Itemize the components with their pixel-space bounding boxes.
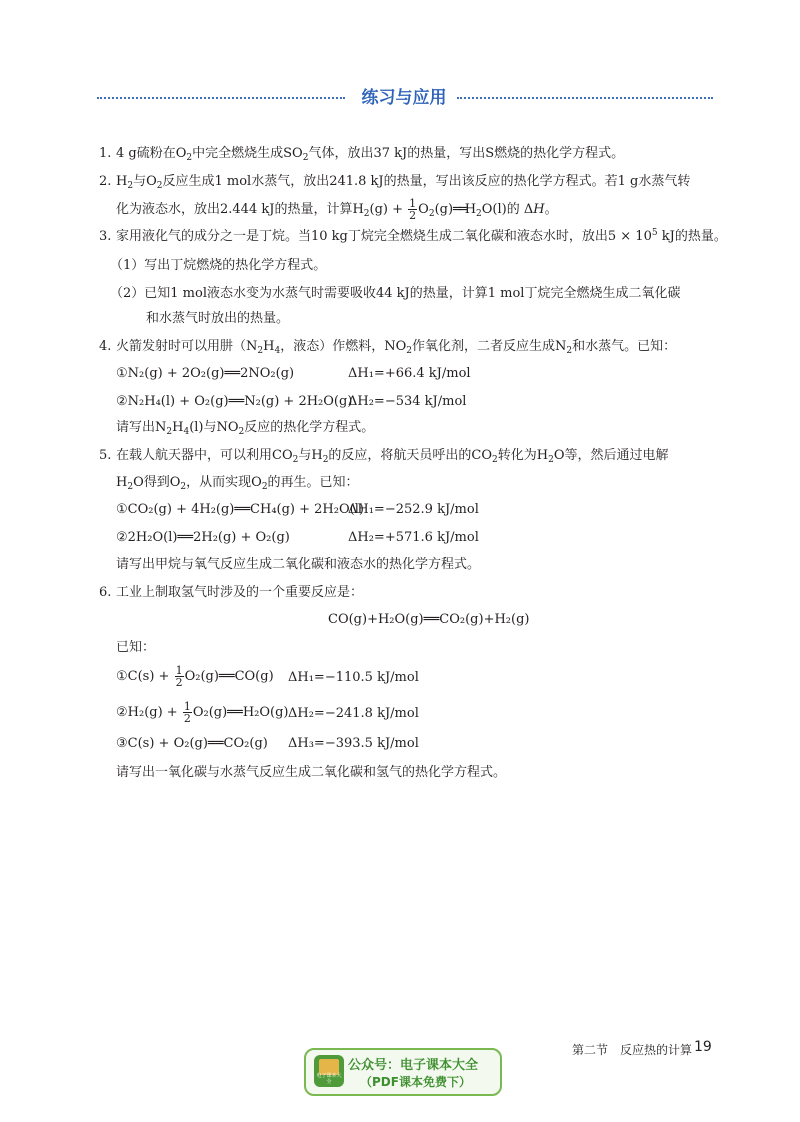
book-logo-icon: 电子课本大全 xyxy=(314,1055,344,1087)
problem-5-number: 5. xyxy=(99,448,112,463)
section-title: 练习与应用 xyxy=(361,88,447,108)
dotted-rule-left xyxy=(97,97,345,99)
problem-4-question: 请写出$N_2H_4(l)$与$NO_2$反应的热化学方程式。 xyxy=(116,420,375,437)
problem-5-line-2: $H_2O$得到$O_2$，从而实现$O_2$的再生。已知： xyxy=(116,475,359,492)
problem-5-enthalpy-2: ΔH₂=+571.6 kJ/mol xyxy=(348,530,479,545)
problem-5-enthalpy-1: ΔH₁=−252.9 kJ/mol xyxy=(348,502,479,517)
fraction-one-half: $\frac{1}{2}$ xyxy=(183,700,191,725)
problem-2-number: 2. xyxy=(99,174,112,189)
problem-6-equation-2: ②H₂(g) + $\frac{1}{2}$ O₂(g)══H₂O(g) xyxy=(116,700,289,725)
problem-2-line-1: $H_2$与$O_2$反应生成1 mol水蒸气，放出241.8 kJ的热量，写出该反应的热化学方程式。若1 g水蒸气转 xyxy=(116,174,691,191)
problem-5-equation-2: ②2H₂O(l)══2H₂(g) + O₂(g) xyxy=(116,530,290,545)
problem-6-question: 请写出一氧化碳与水蒸气反应生成二氧化碳和氢气的热化学方程式。 xyxy=(116,765,507,780)
problem-3-line-1: 家用液化气的成分之一是丁烷。当10 kg丁烷完全燃烧生成二氧化碳和液态水时，放出$5 \times 10^5$ kJ的热量。 xyxy=(116,228,727,244)
problem-5-question: 请写出甲烷与氧气反应生成二氧化碳和液态水的热化学方程式。 xyxy=(116,557,481,572)
page-number: 19 xyxy=(694,1039,712,1055)
problem-5-equation-1: ①CO₂(g) + 4H₂(g)══CH₄(g) + 2H₂O(l) xyxy=(116,502,364,517)
problem-6-intro: 工业上制取氢气时涉及的一个重要反应是： xyxy=(116,585,364,600)
problem-4-enthalpy-1: ΔH₁=+66.4 kJ/mol xyxy=(348,366,471,381)
problem-4-number: 4. xyxy=(99,339,112,354)
problem-4-equation-2: ②N₂H₄(l) + O₂(g)══N₂(g) + 2H₂O(g) xyxy=(116,394,353,409)
problem-3-sub-2-line-2: 和水蒸气时放出的热量。 xyxy=(146,311,290,326)
problem-3-sub-2-line-1: （2）已知1 mol液态水变为水蒸气时需要吸收44 kJ的热量，计算1 mol丁烷完全燃烧生成二氧化碳 xyxy=(110,286,681,301)
problem-5-line-1: 在载人航天器中，可以利用$CO_2$与$H_2$的反应，将航天员呼出的$CO_2$转化为$H_2O$等，然后通过电解 xyxy=(116,448,669,465)
problem-6-enthalpy-3: ΔH₃=−393.5 kJ/mol xyxy=(288,736,419,751)
problem-4-intro: 火箭发射时可以用肼（$N_2H_4$，液态）作燃料，$NO_2$作氧化剂，二者反应生成$N_2$和水蒸气。已知： xyxy=(116,339,677,356)
problem-6-enthalpy-1: ΔH₁=−110.5 kJ/mol xyxy=(288,670,419,685)
problem-6-number: 6. xyxy=(99,585,112,600)
fraction-one-half: $\frac{1}{2}$ xyxy=(175,664,183,689)
watermark-badge xyxy=(304,1048,502,1096)
watermark-line-1: 公众号：电子课本大全 xyxy=(348,1058,479,1073)
problem-6-enthalpy-2: ΔH₂=−241.8 kJ/mol xyxy=(288,706,419,721)
fraction-one-half: $\frac{1}{2}$ xyxy=(409,197,417,222)
problem-6-equation-1: ①C(s) + $\frac{1}{2}$ O₂(g)══CO(g) xyxy=(116,664,274,689)
problem-4-equation-1: ①N₂(g) + 2O₂(g)══2NO₂(g) xyxy=(116,366,295,381)
problem-4-enthalpy-2: ΔH₂=−534 kJ/mol xyxy=(348,394,467,409)
problem-1-number: 1. xyxy=(99,146,112,161)
problem-1-text: 4 g硫粉在$O_2$中完全燃烧生成$SO_2$气体，放出37 kJ的热量，写出S燃烧的热化学方程式。 xyxy=(116,146,625,163)
section-header xyxy=(97,84,713,114)
problem-6-equation-3: ③C(s) + O₂(g)══CO₂(g) xyxy=(116,736,268,751)
problem-3-number: 3. xyxy=(99,229,112,244)
problem-6-main-equation: CO(g)+H₂O(g)══CO₂(g)+H₂(g) xyxy=(328,612,530,627)
dotted-rule-right xyxy=(457,97,713,99)
problem-6-known: 已知： xyxy=(116,640,156,655)
watermark-line-2: （PDF课本免费下） xyxy=(360,1075,471,1089)
problem-2-line-2: 化为液态水，放出2.444 kJ的热量，计算$H_2(g)$ + $\frac{1}{2}$ $O_2(g)══H_2O(l)$的 ΔH。 xyxy=(116,197,558,222)
footer-section-title: 第二节 反应热的计算 xyxy=(572,1043,693,1057)
problem-3-sub-1: （1）写出丁烷燃烧的热化学方程式。 xyxy=(110,258,327,273)
